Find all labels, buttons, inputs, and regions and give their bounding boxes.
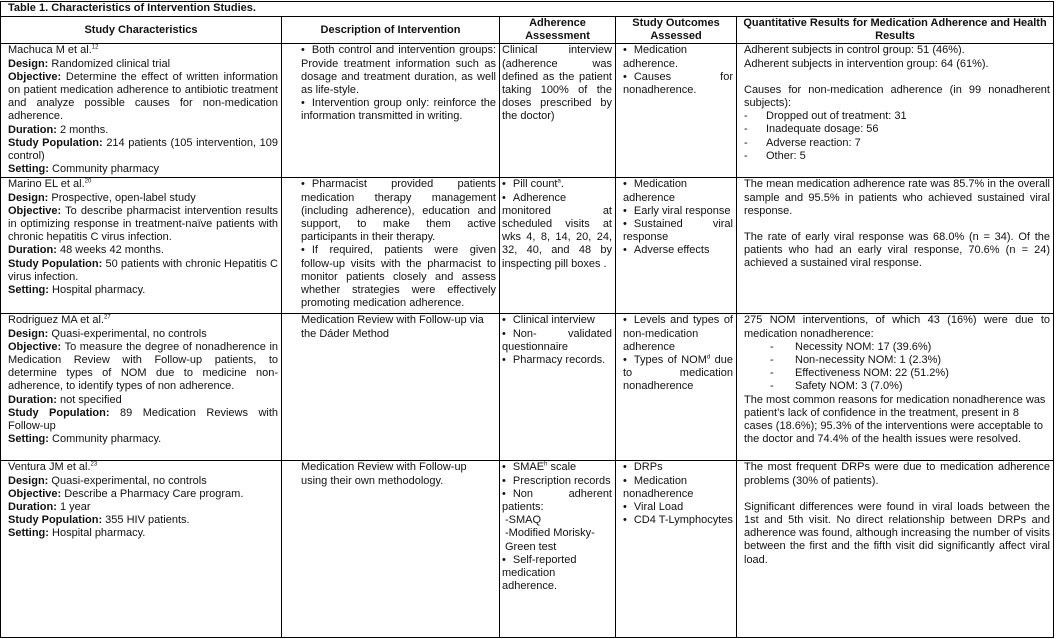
results-cell: The mean medication adherence rate was 85.7% in the overall sample and 95.5% in patients who achieved sustained viral response. The rate of early viral response was 68.0% (n = 34). Of the patients who had an early viral response, 70.6% (n = 24) achieved a sustained viral response. bbox=[737, 178, 1054, 314]
results-cell: 275 NOM interventions, of which 43 (16%) were due to medication nonadherence: - Necessity NOM: 17 (39.6%) - Non-necessity NOM: 1 (2.3%) - Effectiveness NOM: 22 (51.2%) - Safety NOM: 3 (7.0%) The most common reasons for medication nonadherence was patient’s lack of confidence in the treatment, present in 8 cases (18.6%); 95.3% of the interventions were acceptable to the doctor and 74.4% of the health issues were resolved. bbox=[737, 314, 1054, 461]
outcomes-cell: • Medication adherence. • Causes for nonadherence. bbox=[616, 44, 737, 178]
intervention-studies-table bbox=[0, 1, 1054, 638]
intervention-cell: Medication Review with Follow-up via the Dáder Method bbox=[282, 314, 500, 461]
results-cell: Adherent subjects in control group: 51 (46%). Adherent subjects in intervention group: 64 (61%). Causes for non-medication adherence (in 99 nonadherent subjects): - Dropped out of treatment: 31 - Inadequate dosage: 56 - Adverse reaction: 7 - Other: 5 bbox=[737, 44, 1054, 178]
outcomes-cell: • DRPs • Medication nonadherence • Viral Load • CD4 T-Lymphocytes bbox=[616, 461, 737, 638]
intervention-cell: • Pharmacist provided patients medication therapy management (including adherence), education and support, to make them active participants in their therapy. • If required, patients were given follow-up visits with the pharmacist to monitor patients closely and assess whether strategies were effectively promoting medication adherence. bbox=[282, 178, 500, 314]
table-title: Table 1. Characteristics of Intervention Studies. bbox=[1, 2, 1054, 17]
header-description: Description of Intervention bbox=[282, 17, 500, 44]
study-cell: Machuca M et al.$^{12}$ Design: Randomized clinical trial Objective: Determine the effect of written information on patient medication adherence to antibiotic treatment and analyze possible causes for non-medication adherence. Duration: 2 months. Study Population: 214 patients (105 intervention, 109 control) Setting: Community pharmacy bbox=[1, 44, 282, 178]
intervention-cell: • Both control and intervention groups: Provide treatment information such as dosage and treatment duration, as well as life-style. • Intervention group only: reinforce the information transmitted in writing. bbox=[282, 44, 500, 178]
outcomes-cell: • Medication adherence • Early viral response • Sustained viral response • Adverse effects bbox=[616, 178, 737, 314]
study-author: Machuca M et al.$^{12}$ bbox=[8, 44, 99, 57]
table-row bbox=[1, 44, 1054, 178]
outcomes-cell: • Levels and types of non-medication adherence • Types of NOM$^d$ due to medication nonadherence bbox=[616, 314, 737, 461]
study-cell: Rodriguez MA et al.$^{27}$ Design: Quasi-experimental, no controls Objective: To measure the degree of nonadherence in Medication Review with Follow-up patients, to determine types of NOM due to medicine non-adherence, to identify types of non adherence. Duration: not specified Study Population: 89 Medication Reviews with Follow-up Setting: Community pharmacy. bbox=[1, 314, 282, 461]
header-study-outcomes: Study Outcomes Assessed bbox=[616, 17, 737, 44]
intervention-cell: Medication Review with Follow-up using their own methodology. bbox=[282, 461, 500, 638]
table-row bbox=[1, 461, 1054, 638]
table-row bbox=[1, 314, 1054, 461]
assessment-cell: • Pill count$^a$. • Adherence monitored at scheduled visits at wks 4, 8, 14, 20, 24, 32, 40, and 48 by inspecting pill boxes . bbox=[500, 178, 616, 314]
study-cell: Ventura JM et al.$^{23}$ Design: Quasi-experimental, no controls Objective: Describe a Pharmacy Care program. Duration: 1 year Study Population: 355 HIV patients. Setting: Hospital pharmacy. bbox=[1, 461, 282, 638]
header-quantitative-results: Quantitative Results for Medication Adherence and Health Results bbox=[737, 17, 1054, 44]
assessment-cell: Clinical interview (adherence was defined as the patient taking 100% of the doses prescribed by the doctor) bbox=[500, 44, 616, 178]
assessment-cell: • Clinical interview • Non- validated questionnaire • Pharmacy records. bbox=[500, 314, 616, 461]
table-row bbox=[1, 178, 1054, 314]
header-adherence-assessment: Adherence Assessment bbox=[500, 17, 616, 44]
study-cell: Marino EL et al.$^{20}$ Design: Prospective, open-label study Objective: To describe pharmacist intervention results in optimizing response in treatment-naïve patients with chronic hepatitis C virus infection. Duration: 48 weeks 42 months. Study Population: 50 patients with chronic Hepatitis C virus infection. Setting: Hospital pharmacy. bbox=[1, 178, 282, 314]
assessment-cell: • SMAE$^h$ scale • Prescription records • Non adherent patients: -SMAQ -Modified Morisky-Green test • Self-reported medication adherence. bbox=[500, 461, 616, 638]
header-study-characteristics: Study Characteristics bbox=[1, 17, 282, 44]
results-cell: The most frequent DRPs were due to medication adherence problems (30% of patients). Significant differences were found in viral loads between the 1st and 5th visit. No direct relationship between DRPs and adherence was found, although increasing the number of visits between the first and the fifth visit did significantly affect viral load. bbox=[737, 461, 1054, 638]
